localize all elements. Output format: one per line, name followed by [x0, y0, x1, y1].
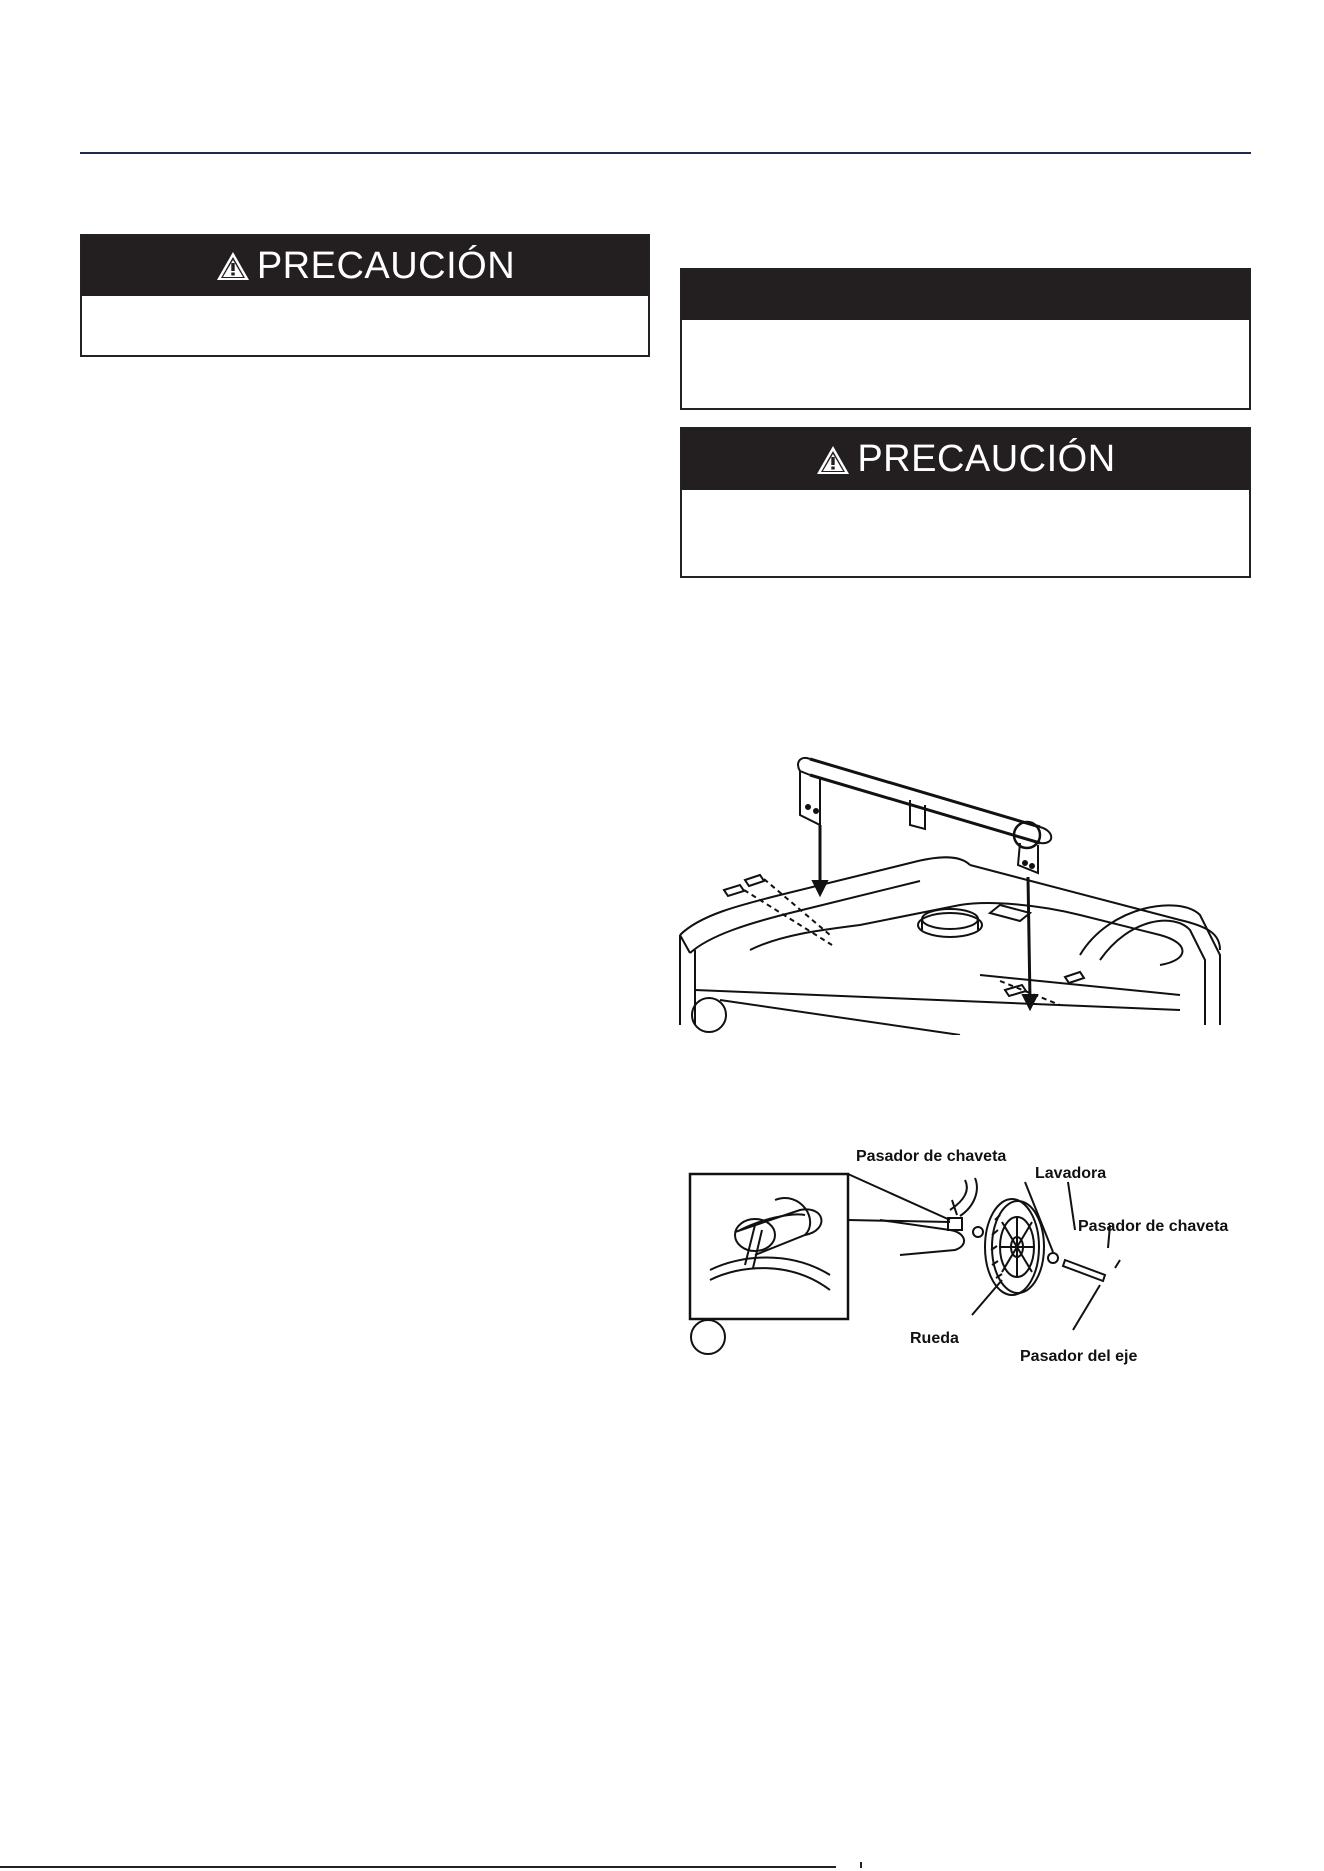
generator-wheel-assembly-illustration: [680, 1160, 1250, 1360]
label-washer: Lavadora: [1035, 1165, 1107, 1182]
footer-tick: [860, 1862, 862, 1868]
label-cotter-pin-right: Pasador de chaveta: [1078, 1218, 1229, 1235]
caution-title: PRECAUCIÓN: [857, 438, 1116, 480]
caution-title-bar: [682, 429, 1249, 490]
label-wheel: Rueda: [910, 1330, 959, 1347]
header-rule: [80, 152, 1251, 154]
label-axle-pin: Pasador del eje: [1020, 1348, 1138, 1365]
label-cotter-pin-top: Pasador de chaveta: [856, 1148, 1007, 1165]
caution-notice-right: [680, 427, 1251, 578]
caution-notice-left: [80, 234, 650, 357]
caution-title: PRECAUCIÓN: [256, 244, 516, 287]
warning-triangle-icon: [815, 444, 851, 476]
notice-title-bar: [682, 270, 1249, 320]
generator-handle-assembly-illustration: [660, 745, 1240, 1035]
caution-title-bar: [82, 236, 648, 296]
footer-rule: [0, 1866, 836, 1868]
warning-triangle-icon: [215, 250, 251, 282]
notice-box-right: [680, 268, 1251, 410]
